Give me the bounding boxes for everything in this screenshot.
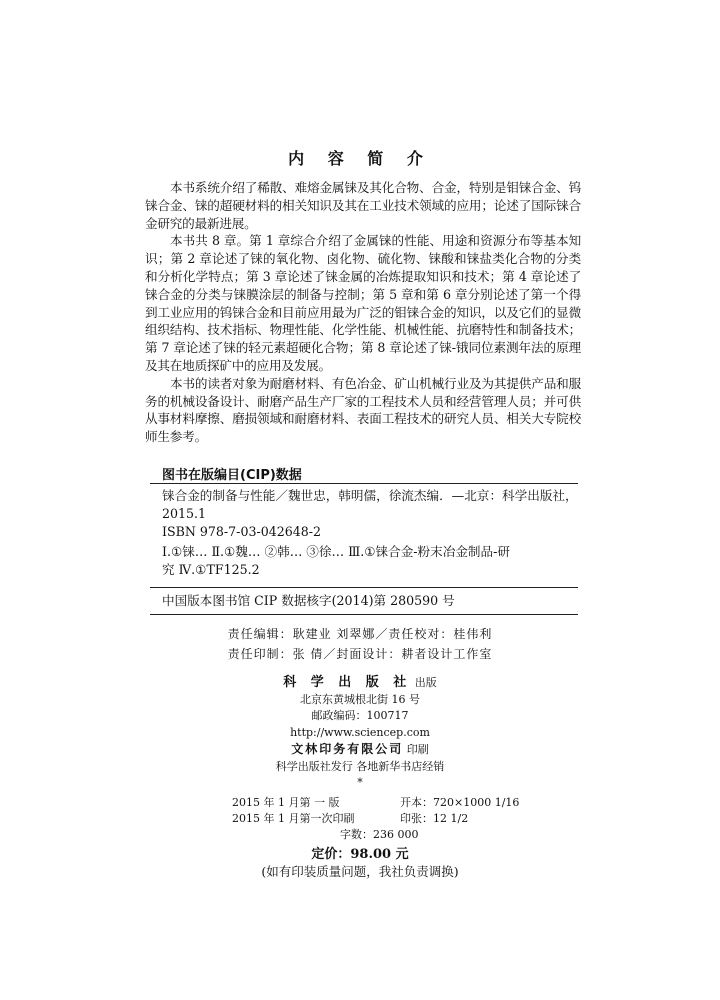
summary-body bbox=[145, 179, 581, 446]
publisher-website: http://www.sciencep.com bbox=[290, 725, 430, 739]
publisher-info bbox=[0, 675, 720, 792]
spec-sheets: 印张：12 1/2 bbox=[400, 812, 469, 825]
cip-record-number: 中国版本图书馆 CIP 数据核字(2014)第 280590 号 bbox=[162, 593, 455, 608]
summary-paragraph: 本书共 8 章。第 1 章综合介绍了金属铼的性能、用途和资源分布等基本知识；第 2 章论述了铼的氧化物、卤化物、硫化物、铼酸和铼盐类化合物的分类和分析化学特点；第 3 章论述了铼金属的冶炼提取知识和技术；第 4 章论述了铼合金的分类与铼膜涂层的制备与控制；第 5 章和第 6 章分别论述了第一个得到工业应用的钨铼合金和目前应用最为广泛的钼铼合金的知识，以及它们的显微组织结构、技术指标、物理性能、化学性能、机械性能、抗磨特性和制备技术；第 7 章论述了铼的轻元素超硬化合物；第 8 章论述了铼-锇同位素测年法的原理及其在地质探矿中的应用及发展。 bbox=[145, 233, 581, 373]
printer-line bbox=[0, 741, 720, 759]
spec-word-count: 字数：236 000 bbox=[340, 828, 419, 841]
cip-classification-cont: 究 Ⅳ.①TF125.2 bbox=[162, 562, 260, 577]
credits-production: 责任印制：张 倩／封面设计：耕者设计工作室 bbox=[227, 647, 493, 661]
distribution: 科学出版社发行 各地新华书店经销 bbox=[275, 759, 445, 773]
cip-heading: 图书在版编目(CIP)数据 bbox=[162, 468, 302, 483]
cip-year: 2015.1 bbox=[162, 506, 207, 521]
cip-data-record bbox=[150, 592, 578, 610]
print-specs bbox=[232, 795, 519, 843]
spec-row bbox=[232, 811, 519, 827]
summary-paragraph: 本书系统介绍了稀散、难熔金属铼及其化合物、合金，特别是钼铼合金、钨铼合金、铼的超硬材料的相关知识及其在工业技术领域的应用；论述了国际铼合金研究的最新进展。 bbox=[145, 180, 581, 231]
spec-row bbox=[232, 795, 519, 811]
spec-printing: 2015 年 1 月第一次印刷 bbox=[232, 812, 355, 825]
publisher-address: 北京东黄城根北街 16 号 bbox=[300, 692, 420, 706]
publisher-line bbox=[0, 675, 720, 692]
divider bbox=[150, 483, 578, 484]
publisher-name: 科 学 出 版 社 bbox=[283, 675, 412, 690]
summary-paragraph: 本书的读者对象为耐磨材料、有色冶金、矿山机械行业及为其提供产品和服务的机械设备设计、耐磨产品生产厂家的工程技术人员和经营管理人员；并可供从事材料摩擦、磨损领域和耐磨材料、表面工程技术的研究人员、相关大专院校师生参考。 bbox=[145, 375, 581, 445]
printer-suffix: 印刷 bbox=[406, 743, 429, 756]
cip-isbn: ISBN 978-7-03-042648-2 bbox=[162, 524, 322, 539]
spec-format: 开本：720×1000 1/16 bbox=[400, 796, 520, 809]
cip-classification bbox=[150, 543, 578, 579]
publisher-postcode: 邮政编码：100717 bbox=[311, 709, 409, 722]
cip-record bbox=[150, 487, 578, 541]
divider bbox=[150, 614, 578, 615]
divider bbox=[150, 587, 578, 588]
quality-notice: (如有印装质量问题，我社负责调换) bbox=[261, 864, 459, 879]
price: 定价：98.00 元 bbox=[311, 847, 409, 862]
summary-heading: 内 容 简 介 bbox=[288, 149, 432, 168]
publisher-suffix: 出版 bbox=[414, 676, 437, 689]
cip-title-line: 铼合金的制备与性能／魏世忠，韩明儒，徐流杰编．—北京：科学出版社， bbox=[162, 488, 578, 503]
spec-edition: 2015 年 1 月第 一 版 bbox=[232, 796, 340, 809]
printer-name: 文林印务有限公司 bbox=[291, 742, 404, 756]
separator-star: * bbox=[357, 776, 363, 789]
credits-editors: 责任编辑：耿建业 刘翠娜／责任校对：桂伟利 bbox=[227, 627, 493, 641]
cip-classification-line: Ⅰ.①铼… Ⅱ.①魏… ②韩… ③徐… Ⅲ.①铼合金-粉末冶金制品-研 bbox=[162, 544, 510, 559]
spec-row bbox=[232, 827, 519, 843]
